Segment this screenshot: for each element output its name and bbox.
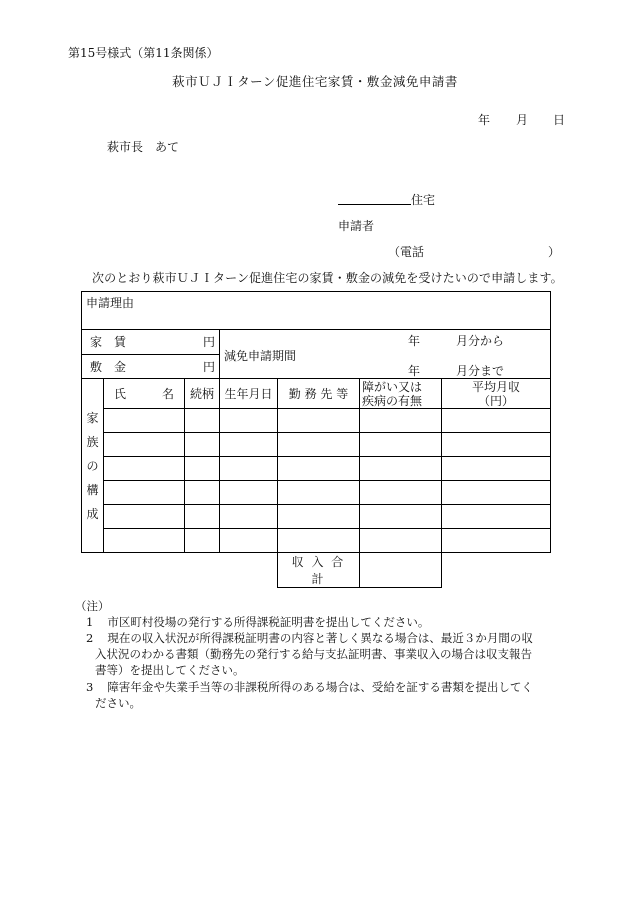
family-disability-cell[interactable] [360,529,442,553]
note-1 [86,614,429,630]
family-birthdate-cell[interactable] [220,529,278,553]
addressee: 萩市長 あて [107,140,180,154]
family-disability-cell[interactable] [360,409,442,433]
total-row [82,553,551,588]
family-row [82,457,551,481]
note-3-line1: 障害年金や失業手当等の非課税所得のある場合は、受給を証する書類を提出してく [107,680,533,694]
date-year-label: 年 [478,113,491,127]
family-workplace-cell[interactable] [278,505,360,529]
housing-blank-line[interactable] [338,204,411,205]
family-name-cell[interactable] [104,481,185,505]
housing-label: 住宅 [411,193,436,207]
rent-label: 家 賃 [90,335,127,350]
reason-row [82,292,551,330]
family-workplace-cell[interactable] [278,433,360,457]
period-cell[interactable] [220,330,551,379]
deposit-label: 敷 金 [90,359,127,374]
family-disability-cell[interactable] [360,481,442,505]
header-disability: 障がい又は 疾病の有無 [360,379,442,409]
family-disability-cell[interactable] [360,505,442,529]
family-disability-cell[interactable] [360,457,442,481]
family-workplace-cell[interactable] [278,529,360,553]
rent-row [82,330,551,355]
family-workplace-cell[interactable] [278,457,360,481]
family-relation-cell[interactable] [185,481,220,505]
applicant-label: 申請者 [338,219,375,233]
family-name-cell[interactable] [104,409,185,433]
reason-label: 申請理由 [86,296,135,310]
total-income-cell[interactable] [360,553,442,588]
family-income-cell[interactable] [442,409,551,433]
family-income-cell[interactable] [442,457,551,481]
family-header-row [82,379,551,409]
note-2-num: 2 [86,631,94,645]
period-from-year: 年 [408,334,421,348]
total-spacer [82,553,278,588]
period-to-suffix: 月分まで [456,364,505,378]
header-income: 平均月収 （円） [442,379,551,409]
header-relation: 続柄 [185,379,220,409]
family-birthdate-cell[interactable] [220,409,278,433]
family-row [82,481,551,505]
period-from-suffix: 月分から [456,334,505,348]
date-month-label: 月 [516,113,529,127]
note-2-line3: 書等）を提出してください。 [95,663,245,677]
total-label: 収 入 合 計 [278,553,360,588]
family-row [82,505,551,529]
family-name-cell[interactable] [104,457,185,481]
rent-cell[interactable] [82,330,220,355]
reason-cell[interactable] [82,292,551,330]
note-2 [86,630,533,678]
family-name-cell[interactable] [104,505,185,529]
family-birthdate-cell[interactable] [220,433,278,457]
deposit-yen: 円 [202,359,215,374]
period-to-year: 年 [408,364,421,378]
intro-text: 次のとおり萩市ＵＪＩターン促進住宅の家賃・敷金の減免を受けたいので申請します。 [92,271,563,285]
rent-yen: 円 [202,335,215,350]
family-name-cell[interactable] [104,433,185,457]
family-birthdate-cell[interactable] [220,457,278,481]
family-row [82,529,551,553]
family-row [82,409,551,433]
note-1-num: 1 [86,615,94,629]
family-workplace-cell[interactable] [278,481,360,505]
form-number: 第15号様式（第11条関係） [68,46,219,60]
family-row [82,433,551,457]
note-1-text: 市区町村役場の発行する所得課税証明書を提出してください。 [107,615,430,629]
date-day-label: 日 [553,113,566,127]
note-3 [86,679,533,711]
deposit-cell[interactable] [82,354,220,379]
family-side-label: 家 族 の 構 成 [82,379,104,553]
family-relation-cell[interactable] [185,409,220,433]
family-relation-cell[interactable] [185,433,220,457]
family-income-cell[interactable] [442,505,551,529]
note-2-line1: 現在の収入状況が所得課税証明書の内容と著しく異なる場合は、最近３か月間の収 [107,631,533,645]
notes-heading: （注） [75,599,110,613]
family-income-cell[interactable] [442,433,551,457]
notes-section [75,598,110,614]
page-title: 萩市ＵＪＩターン促進住宅家賃・敷金減免申請書 [172,74,458,89]
family-income-cell[interactable] [442,529,551,553]
family-disability-cell[interactable] [360,433,442,457]
family-income-cell[interactable] [442,481,551,505]
application-table [81,291,551,588]
header-workplace: 勤 務 先 等 [278,379,360,409]
family-name-cell[interactable] [104,529,185,553]
note-3-line2: ださい。 [95,696,141,710]
phone-label: （電話 [388,245,425,259]
header-birthdate: 生年月日 [220,379,278,409]
family-relation-cell[interactable] [185,457,220,481]
family-workplace-cell[interactable] [278,409,360,433]
note-3-num: 3 [86,680,94,694]
family-relation-cell[interactable] [185,505,220,529]
phone-close: ） [548,245,561,259]
family-birthdate-cell[interactable] [220,505,278,529]
family-relation-cell[interactable] [185,529,220,553]
note-2-line2: 入状況のわかる書類（勤務先の発行する給与支払証明書、事業収入の場合は収支報告 [95,647,532,661]
header-name: 氏 名 [104,379,185,409]
family-birthdate-cell[interactable] [220,481,278,505]
period-label: 減免申請期間 [224,349,297,363]
